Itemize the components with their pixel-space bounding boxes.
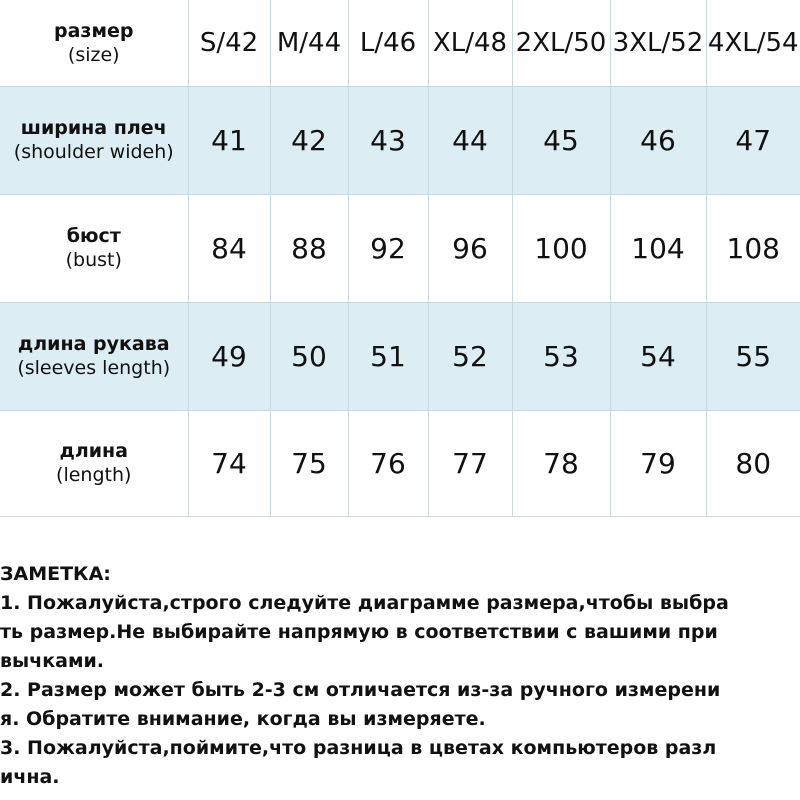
row-label-cell xyxy=(0,302,188,410)
table-row-shoulder-width xyxy=(0,86,800,194)
table-cell: 42 xyxy=(270,86,348,194)
table-row-sleeve-length xyxy=(0,302,800,410)
size-header-cell: S/42 xyxy=(188,0,270,86)
row-label: ширина плеч xyxy=(20,117,167,139)
notes-line: ть размер.Не выбирайте напрямую в соответствии с вашими при xyxy=(0,621,718,643)
row-label: размер xyxy=(54,19,134,42)
row-sublabel: (bust) xyxy=(65,249,122,271)
table-cell: 88 xyxy=(270,194,348,302)
table-cell: 52 xyxy=(428,302,512,410)
size-header-cell: 2XL/50 xyxy=(512,0,610,86)
table-cell: 44 xyxy=(428,86,512,194)
table-row-length xyxy=(0,410,800,516)
row-label: длина рукава xyxy=(17,333,170,355)
size-header-cell: M/44 xyxy=(270,0,348,86)
row-label-cell xyxy=(0,0,188,86)
table-cell: 79 xyxy=(610,410,706,516)
notes-heading: ЗАМЕТКА: xyxy=(0,563,111,585)
table-cell: 53 xyxy=(512,302,610,410)
table-cell: 43 xyxy=(348,86,428,194)
size-header-cell: L/46 xyxy=(348,0,428,86)
table-cell: 84 xyxy=(188,194,270,302)
row-sublabel: (length) xyxy=(56,464,132,486)
row-sublabel: (sleeves length) xyxy=(17,357,171,379)
table-cell: 77 xyxy=(428,410,512,516)
table-cell: 80 xyxy=(706,410,800,516)
row-label-cell xyxy=(0,86,188,194)
table-cell: 41 xyxy=(188,86,270,194)
size-header-cell: 4XL/54 xyxy=(706,0,800,86)
notes-line: ична. xyxy=(0,766,60,788)
row-label: длина xyxy=(59,440,129,462)
table-cell: 55 xyxy=(706,302,800,410)
notes-line: 3. Пожалуйста,поймите,что разница в цветах компьютеров разл xyxy=(0,737,717,759)
table-cell: 74 xyxy=(188,410,270,516)
table-cell: 45 xyxy=(512,86,610,194)
table-cell: 92 xyxy=(348,194,428,302)
table-row-bust xyxy=(0,194,800,302)
row-sublabel: (size) xyxy=(67,43,120,66)
table-cell: 75 xyxy=(270,410,348,516)
size-header-row xyxy=(0,0,800,86)
row-label-cell xyxy=(0,410,188,516)
table-cell: 108 xyxy=(706,194,800,302)
notes-section xyxy=(0,560,800,792)
row-label: бюст xyxy=(66,225,121,247)
table-cell: 49 xyxy=(188,302,270,410)
table-cell: 104 xyxy=(610,194,706,302)
table-cell: 51 xyxy=(348,302,428,410)
table-cell: 46 xyxy=(610,86,706,194)
row-sublabel: (shoulder wideh) xyxy=(13,141,174,163)
size-header-cell: XL/48 xyxy=(428,0,512,86)
size-header-cell: 3XL/52 xyxy=(610,0,706,86)
notes-line: я. Обратите внимание, когда вы измеряете. xyxy=(0,708,486,730)
table-cell: 78 xyxy=(512,410,610,516)
notes-line: 1. Пожалуйста,строго следуйте диаграмме размера,чтобы выбра xyxy=(0,592,729,614)
table-cell: 100 xyxy=(512,194,610,302)
table-cell: 47 xyxy=(706,86,800,194)
table-cell: 76 xyxy=(348,410,428,516)
table-cell: 50 xyxy=(270,302,348,410)
row-label-cell xyxy=(0,194,188,302)
notes-line: вычками. xyxy=(0,650,105,672)
table-cell: 96 xyxy=(428,194,512,302)
notes-line: 2. Размер может быть 2-3 см отличается из-за ручного измерени xyxy=(0,679,721,701)
table-cell: 54 xyxy=(610,302,706,410)
